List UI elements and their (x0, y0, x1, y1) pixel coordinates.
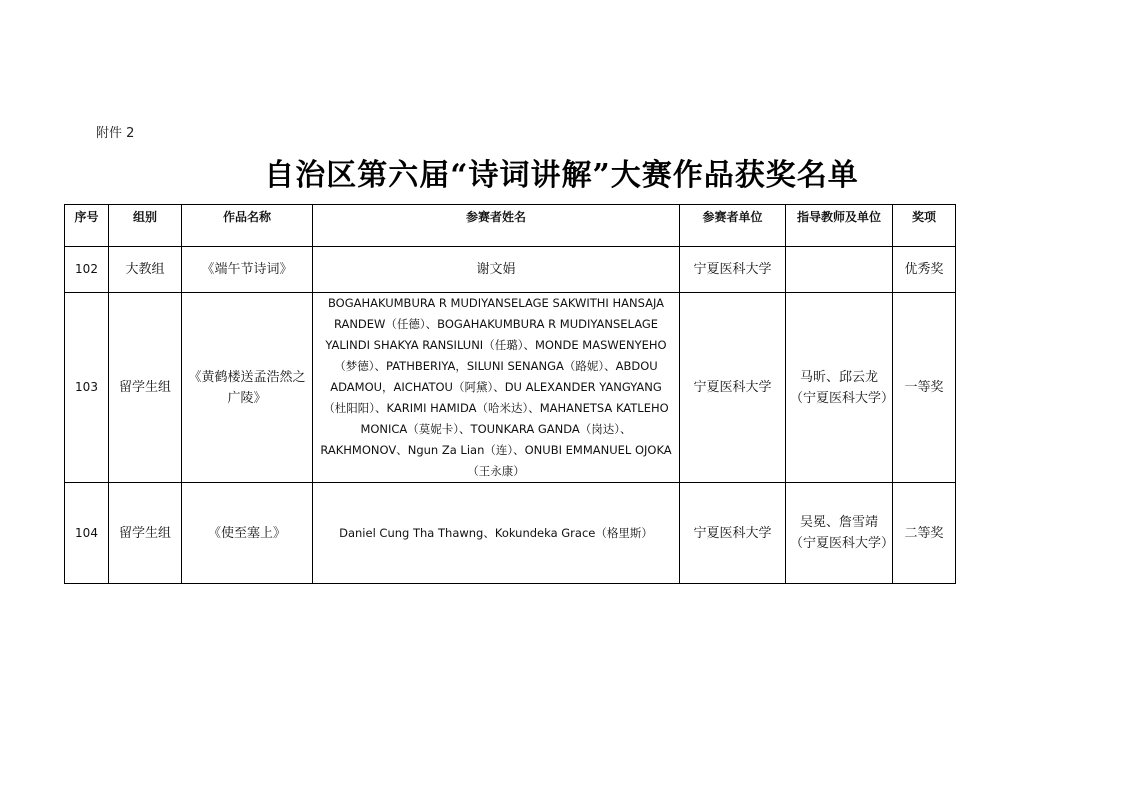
cell-no: 104 (65, 483, 109, 584)
cell-unit: 宁夏医科大学 (680, 293, 786, 483)
cell-teacher: 马昕、邱云龙（宁夏医科大学） (786, 293, 893, 483)
table-row (65, 247, 956, 293)
header-teacher: 指导教师及单位 (786, 205, 893, 247)
header-group: 组别 (109, 205, 182, 247)
cell-no: 102 (65, 247, 109, 293)
cell-unit: 宁夏医科大学 (680, 483, 786, 584)
header-participants: 参赛者姓名 (313, 205, 680, 247)
cell-unit: 宁夏医科大学 (680, 247, 786, 293)
cell-group: 留学生组 (109, 483, 182, 584)
table-row (65, 293, 956, 483)
cell-award: 优秀奖 (893, 247, 956, 293)
cell-work: 《端午节诗词》 (182, 247, 313, 293)
cell-award: 一等奖 (893, 293, 956, 483)
cell-participants: 谢文娟 (313, 247, 680, 293)
cell-award: 二等奖 (893, 483, 956, 584)
document-title: 自治区第六届“诗词讲解”大赛作品获奖名单 (264, 158, 859, 193)
awards-table (64, 204, 956, 584)
cell-group: 大教组 (109, 247, 182, 293)
cell-teacher (786, 247, 893, 293)
header-unit: 参赛者单位 (680, 205, 786, 247)
cell-teacher: 吴冕、詹雪靖（宁夏医科大学） (786, 483, 893, 584)
cell-group: 留学生组 (109, 293, 182, 483)
header-work: 作品名称 (182, 205, 313, 247)
attachment-label: 附件 2 (96, 126, 135, 141)
cell-no: 103 (65, 293, 109, 483)
header-no: 序号 (65, 205, 109, 247)
table-row (65, 483, 956, 584)
cell-participants: Daniel Cung Tha Thawng、Kokundeka Grace（格里斯） (313, 483, 680, 584)
cell-participants: BOGAHAKUMBURA R MUDIYANSELAGE SAKWITHI HANSAJA RANDEW（任德）、BOGAHAKUMBURA R MUDIYANSELAGE YALINDI SHAKYA RANSILUNI（任璐）、MONDE MASWENYEHO（梦德）、PATHBERIYA，SILUNI SENANGA（路妮）、ABDOU ADAMOU，AICHATOU（阿黛）、DU ALEXANDER YANGYANG（杜阳阳）、KARIMI HAMIDA（哈米达）、MAHANETSA KATLEHO MONICA（莫妮卡）、TOUNKARA GANDA（岗达）、RAKHMONOV、Ngun Za Lian（连）、ONUBI EMMANUEL OJOKA（王永康） (313, 293, 680, 483)
header-award: 奖项 (893, 205, 956, 247)
cell-work: 《黄鹤楼送孟浩然之广陵》 (182, 293, 313, 483)
table-header-row (65, 205, 956, 247)
cell-work: 《使至塞上》 (182, 483, 313, 584)
